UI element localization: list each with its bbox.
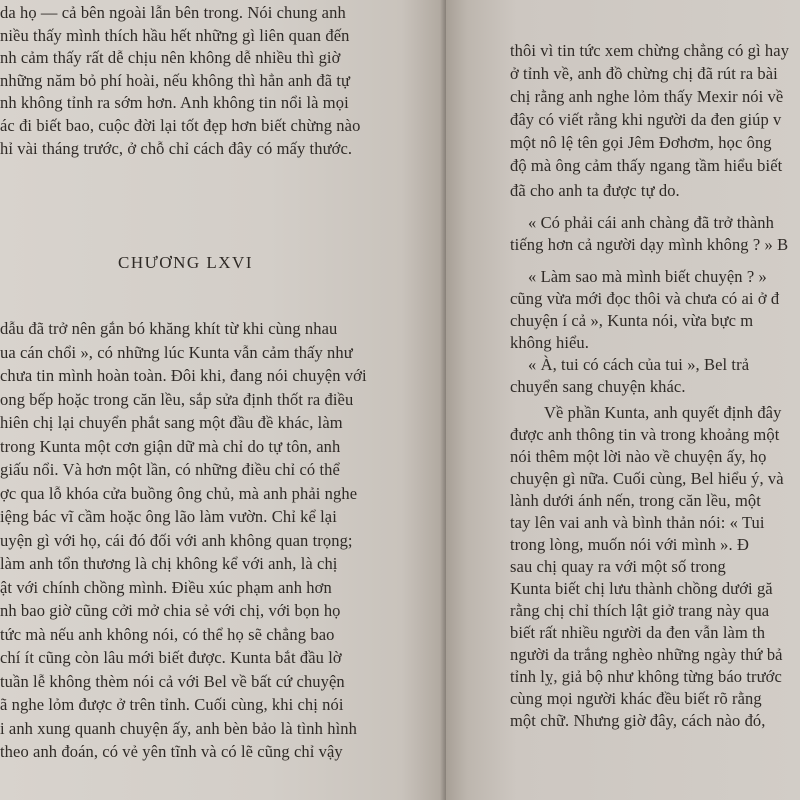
text-line: nh bao giờ cũng cởi mở chia sẻ với chị, với bọn họ (0, 601, 341, 620)
text-line: i anh xung quanh chuyện ấy, anh bèn bảo là tình hình (0, 718, 357, 738)
text-line: độ mà ông cảm thấy ngang tầm hiểu biết (510, 156, 783, 175)
text-line: nh không tỉnh ra sớm hơn. Anh không tin nổi là mọi (0, 93, 349, 113)
text-line: dẫu đã trở nên gắn bó khăng khít từ khi cùng nhau (0, 319, 338, 338)
text-line: « Làm sao mà mình biết chuyện ? » (528, 267, 767, 286)
text-line: chí ít cũng còn lâu mới biết được. Kunta bắt đầu lờ (0, 648, 342, 667)
text-line: cũng vừa mới đọc thôi và chưa có ai ở đ (510, 289, 780, 308)
text-line: người da trắng nghèo những ngày thứ bả (510, 645, 783, 664)
text-line: uyện gì với họ, cái đó đối với anh không quan trọng; (0, 530, 353, 550)
text-line: « À, tui có cách của tui », Bel trả (528, 355, 750, 374)
text-line: nh cảm thấy rất dễ chịu nên không dễ nhiều thì giờ (0, 48, 341, 68)
text-line: thôi vì tin tức xem chừng chẳng có gì hay (510, 41, 790, 60)
text-line: biết rất nhiều người da đen vẫn làm th (510, 623, 766, 642)
text-line: Về phần Kunta, anh quyết định đây (544, 403, 782, 422)
text-line: chuyển sang chuyện khác. (510, 377, 686, 396)
text-line: ở tỉnh về, anh đồ chừng chị đã rút ra bài (510, 64, 778, 83)
text-line: một nô lệ tên gọi Jêm Đơhơm, học ông (510, 133, 772, 152)
text-line: ác đi biết bao, cuộc đời lại tốt đẹp hơn biết chừng nào (0, 116, 361, 135)
text-line: cùng mọi người khác đều biết rõ rằng (510, 689, 762, 708)
text-line: tiếng hơn cả người dạy mình không ? » B (510, 235, 789, 254)
text-line: da họ — cả bên ngoài lẫn bên trong. Nói chung anh (0, 3, 346, 22)
text-line: Kunta biết chị lưu thành chồng dưới gă (510, 579, 773, 598)
text-line: chưa tin mình hoàn toàn. Đôi khi, đang nói chuyện với (0, 366, 367, 385)
text-line: trong Kunta một cơn giận dữ mà chỉ do tự tôn, anh (0, 436, 341, 456)
text-line: ã nghe lỏm được ở trên tỉnh. Cuối cùng, khi chị nói (0, 695, 344, 714)
text-line: tỉnh lỵ, giả bộ như không từng báo trước (510, 667, 782, 686)
text-line: rằng chị chỉ thích lật giở trang này qua (510, 601, 770, 620)
text-line: tức mà nếu anh không nói, có thể họ sẽ chẳng bao (0, 624, 335, 644)
text-line: giấu nổi. Và hơn một lần, có những điều chỉ có thể (0, 460, 340, 479)
text-line: đây có viết rằng khi người da đen giúp v (510, 110, 782, 129)
text-line: niều thấy mình thích hầu hết những gì liên quan đến (0, 25, 350, 45)
text-line: lành dưới ánh nến, trong căn lều, một (510, 491, 761, 510)
text-line: sau chị quay ra với một số trong (510, 557, 726, 576)
text-line: chị rằng anh nghe lỏm thấy Mexir nói về (510, 87, 784, 106)
text-line: làm anh tổn thương là chị không kể với anh, là chị (0, 554, 338, 573)
text-line: ua cán chổi », có những lúc Kunta vẫn cảm thấy như (0, 342, 353, 362)
text-line: ật với chính chồng mình. Điều xúc phạm anh hơn (0, 577, 332, 597)
text-line: được anh thông tin và trong khoảng một (510, 425, 780, 444)
text-line: chuyện gì nữa. Cuối cùng, Bel hiểu ý, và (510, 469, 784, 488)
text-line: ợc qua lỗ khóa cửa buồng ông chủ, mà anh phải nghe (0, 483, 358, 503)
text-line: chuyện í cả », Kunta nói, vừa bực m (510, 311, 754, 330)
text-line: những năm bỏ phí hoài, nếu không thì hẳn anh đã tự (0, 70, 351, 90)
text-line: tuần lễ không thèm nói cả với Bel về bất cứ chuyện (0, 671, 345, 691)
text-line: một chữ. Nhưng giờ đây, cách nào đó, (510, 711, 766, 730)
text-line: ong bếp hoặc trong căn lều, sắp sửa định thốt ra điều (0, 389, 354, 409)
text-line: hiên chị lại chuyển phắt sang một đầu đề khác, làm (0, 413, 343, 432)
text-line: không hiểu. (510, 333, 590, 352)
text-line: iệng bác vĩ cầm hoặc ông lão làm vườn. Chỉ kể lại (0, 507, 337, 526)
text-line: hỉ vài tháng trước, ở chỗ chỉ cách đây có mấy thước. (0, 138, 353, 158)
text-line: trong lòng, muốn nói với mình ». Đ (510, 535, 750, 554)
text-line: đã cho anh ta được tự do. (510, 181, 680, 200)
text-line: tay lên vai anh và bình thản nói: « Tui (510, 513, 765, 532)
text-line: nói thêm một lời nào về chuyện ấy, họ (510, 447, 767, 466)
text-line: theo anh đoán, có vẻ yên tĩnh và có lẽ cũng chỉ vậy (0, 742, 343, 761)
chapter-heading: CHƯƠNG LXVI (118, 253, 253, 272)
text-line: « Có phải cái anh chàng đã trở thành (528, 213, 774, 232)
right-page (446, 0, 800, 800)
